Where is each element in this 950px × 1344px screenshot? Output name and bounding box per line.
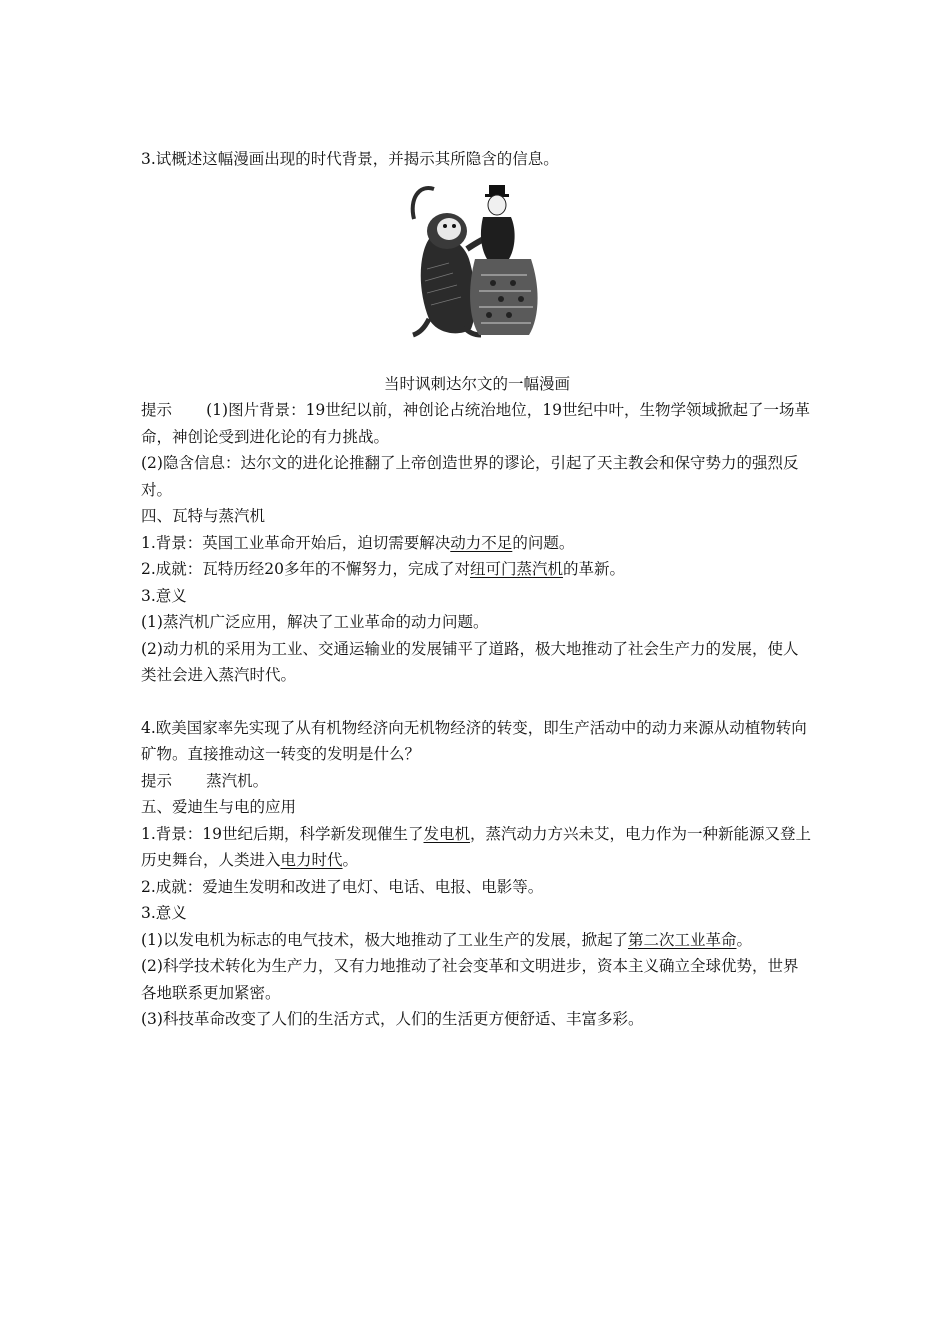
tip-3-paragraph-2: (2)隐含信息：达尔文的进化论推翻了上帝创造世界的谬论，引起了天主教会和保守势力的强烈反对。 xyxy=(141,454,799,499)
s5-bg-text-end: 。 xyxy=(342,851,359,869)
section-4-significance-heading: 3.意义 xyxy=(141,586,187,605)
figure-caption: 当时讽刺达尔文的一幅漫画 xyxy=(383,374,570,393)
tip-label: 提示 xyxy=(141,401,173,419)
tip-4-text: 蒸汽机。 xyxy=(206,771,269,790)
section-4-achievement xyxy=(141,556,813,583)
s5-bg-text: 1.背景：19世纪后期，科学新发现催生了 xyxy=(141,824,424,843)
s4-ach-text: 2.成就：瓦特历经20多年的不懈努力，完成了对 xyxy=(141,560,471,578)
s4-bg-underlined: 动力不足 xyxy=(450,533,513,552)
section-4-heading: 四、瓦特与蒸汽机 xyxy=(141,507,266,525)
section-5-significance-1 xyxy=(141,927,813,954)
s4-bg-text: 1.背景：英国工业革命开始后，迫切需要解决 xyxy=(141,533,451,552)
darwin-cartoon-image xyxy=(409,179,549,339)
s5-sig1-text-end: 。 xyxy=(736,930,752,949)
section-5-significance-heading: 3.意义 xyxy=(141,904,187,922)
cartoon-figure xyxy=(141,175,813,371)
tip-3-paragraph-1 xyxy=(141,397,813,450)
section-5-heading: 五、爱迪生与电的应用 xyxy=(141,798,297,816)
question-4: 4.欧美国家率先实现了从有机物经济向无机物经济的转变，即生产活动中的动力来源从动植物转向矿物。直接推动这一转变的发明是什么？ xyxy=(141,718,807,763)
s5-bg-underlined-1: 发电机 xyxy=(423,824,471,843)
document-content xyxy=(141,146,813,1033)
tip-label: 提示 xyxy=(141,771,173,790)
s5-sig1-text: (1)以发电机为标志的电气技术，极大地推动了工业生产的发展，掀起了 xyxy=(141,930,628,949)
section-4-background xyxy=(141,530,813,557)
s5-sig1-underlined: 第二次工业革命 xyxy=(627,930,737,949)
section-4-significance-2: (2)动力机的采用为工业、交通运输业的发展铺平了道路，极大地推动了社会生产力的发展，使人类社会进入蒸汽时代。 xyxy=(141,639,799,684)
question-3: 3.试概述这幅漫画出现的时代背景，并揭示其所隐含的信息。 xyxy=(141,150,559,168)
s5-bg-text-mid: ，蒸汽动力方兴未艾，电力作为一种新能源又登上历史舞台，人类进入 xyxy=(141,824,812,869)
section-5-significance-2: (2)科学技术转化为生产力，又有力地推动了社会变革和文明进步，资本主义确立全球优势，世界各地联系更加紧密。 xyxy=(141,957,799,1002)
tip-4 xyxy=(141,768,813,795)
section-4-significance-1: (1)蒸汽机广泛应用，解决了工业革命的动力问题。 xyxy=(141,613,489,631)
section-5-achievement: 2.成就：爱迪生发明和改进了电灯、电话、电报、电影等。 xyxy=(141,877,544,896)
tip-3-text-1: (1)图片背景：19世纪以前，神创论占统治地位，19世纪中叶，生物学领域掀起了一场革命，神创论受到进化论的有力挑战。 xyxy=(141,401,811,446)
s4-ach-text-end: 的革新。 xyxy=(563,560,626,578)
section-5-background xyxy=(141,821,813,874)
s4-ach-underlined: 纽可门蒸汽机 xyxy=(470,560,564,578)
s4-bg-text-end: 的问题。 xyxy=(512,533,575,552)
section-5-significance-3: (3)科技革命改变了人们的生活方式，人们的生活更方便舒适、丰富多彩。 xyxy=(141,1010,644,1028)
s5-bg-underlined-2: 电力时代 xyxy=(280,851,343,869)
